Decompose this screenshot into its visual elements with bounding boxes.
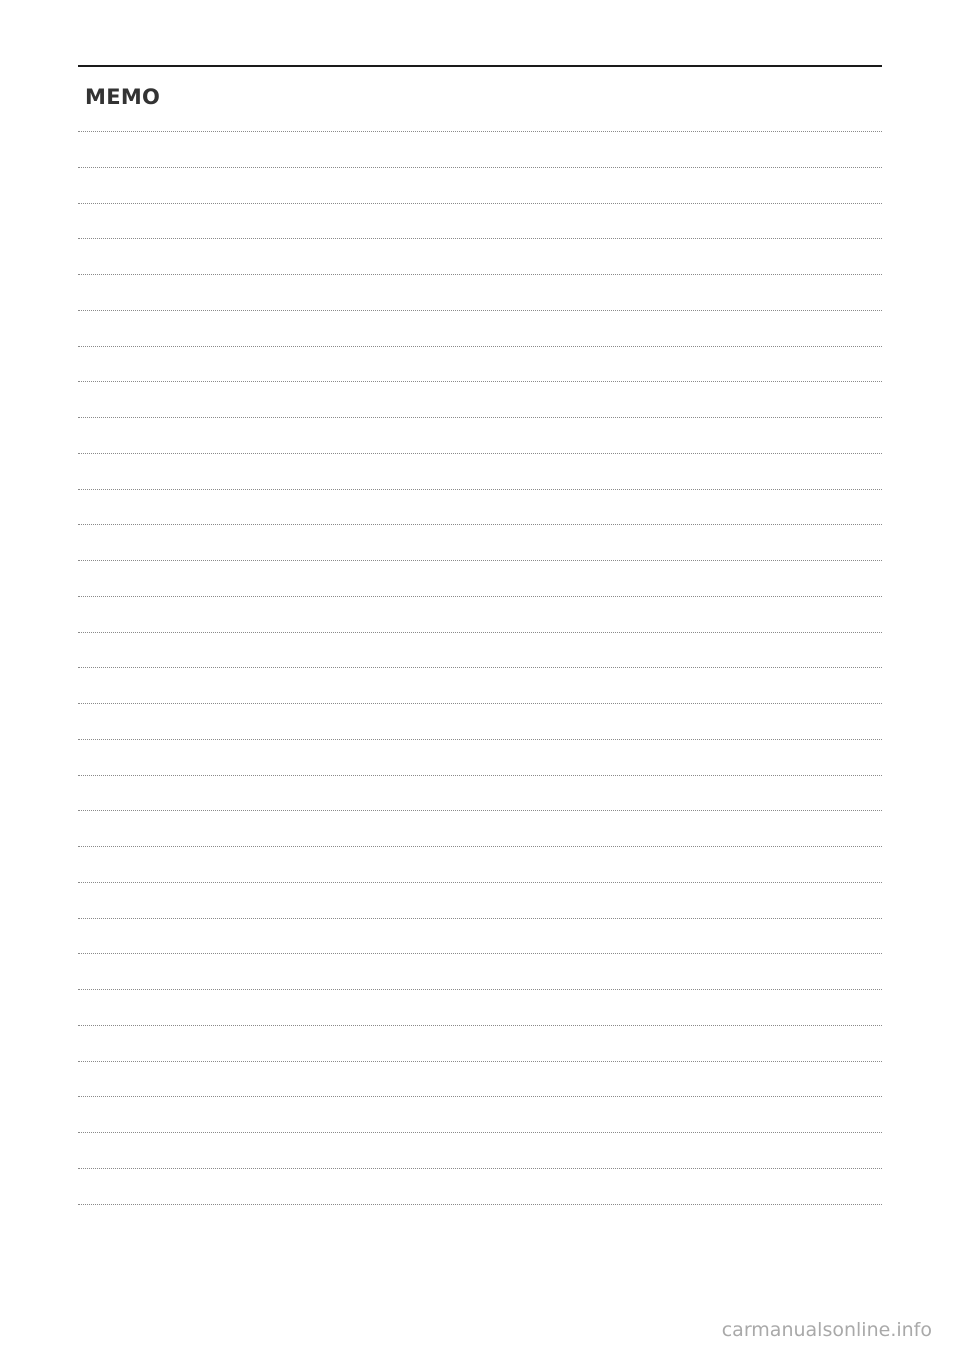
memo-line bbox=[78, 918, 882, 954]
memo-line bbox=[78, 238, 882, 274]
memo-line bbox=[78, 131, 882, 167]
memo-line bbox=[78, 417, 882, 453]
memo-line bbox=[78, 846, 882, 882]
memo-line bbox=[78, 167, 882, 203]
memo-line bbox=[78, 1096, 882, 1132]
memo-line bbox=[78, 1025, 882, 1061]
header-rule bbox=[78, 65, 882, 67]
memo-line bbox=[78, 489, 882, 525]
memo-line bbox=[78, 346, 882, 382]
memo-line bbox=[78, 310, 882, 346]
memo-line bbox=[78, 524, 882, 560]
memo-line bbox=[78, 739, 882, 775]
watermark: carmanualsonline.info bbox=[721, 1319, 932, 1341]
memo-line bbox=[78, 989, 882, 1025]
memo-line bbox=[78, 1204, 882, 1240]
memo-line bbox=[78, 381, 882, 417]
memo-line bbox=[78, 667, 882, 703]
memo-line bbox=[78, 1132, 882, 1168]
memo-line bbox=[78, 953, 882, 989]
memo-line bbox=[78, 596, 882, 632]
memo-line bbox=[78, 560, 882, 596]
memo-title: MEMO bbox=[85, 85, 161, 109]
memo-line bbox=[78, 882, 882, 918]
memo-line bbox=[78, 810, 882, 846]
memo-line bbox=[78, 274, 882, 310]
memo-line bbox=[78, 203, 882, 239]
memo-line bbox=[78, 632, 882, 668]
memo-lines bbox=[78, 131, 882, 1239]
memo-line bbox=[78, 1061, 882, 1097]
memo-line bbox=[78, 453, 882, 489]
memo-line bbox=[78, 703, 882, 739]
memo-line bbox=[78, 1168, 882, 1204]
memo-line bbox=[78, 775, 882, 811]
